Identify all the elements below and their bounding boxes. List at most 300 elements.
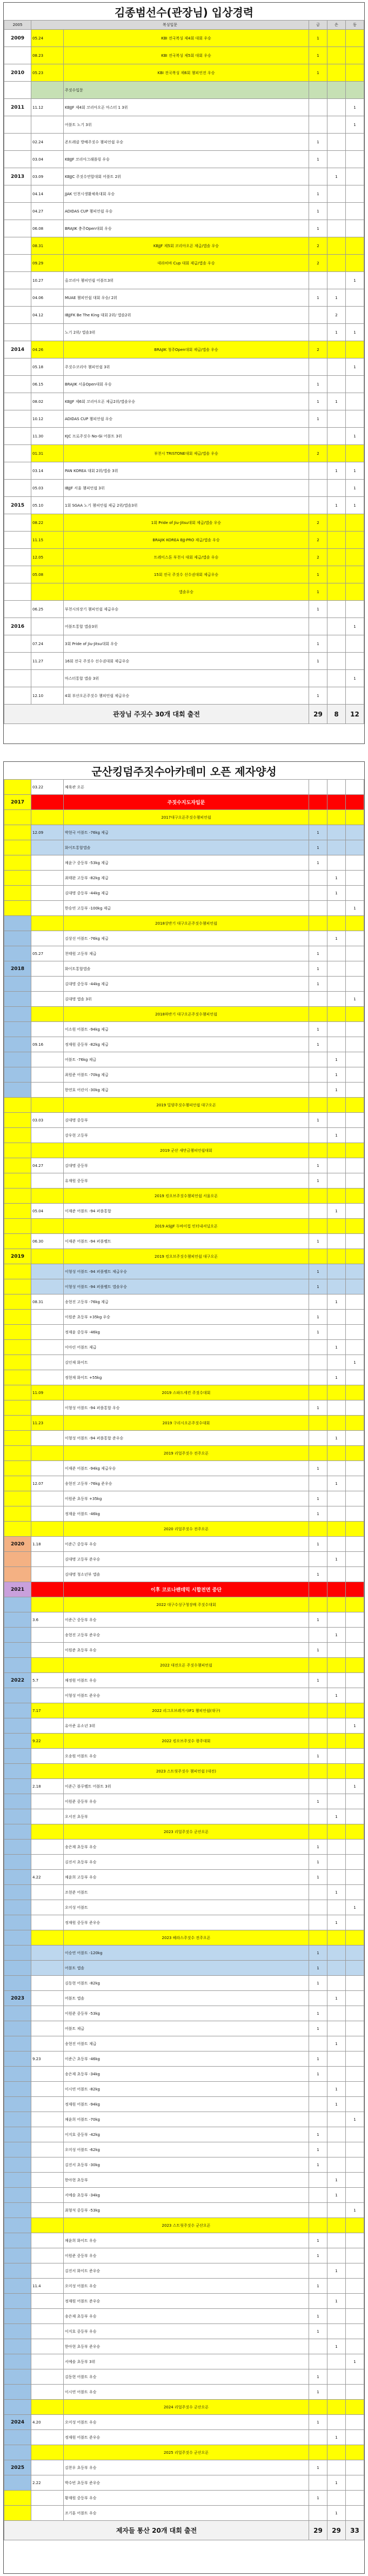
- date-cell: 03.09: [31, 168, 64, 185]
- year-cell: [4, 670, 31, 687]
- year-cell: [4, 1764, 31, 1779]
- silver-cell: [327, 2400, 346, 2415]
- gold-cell: 1: [309, 2233, 327, 2248]
- date-cell: 03.14: [31, 462, 64, 480]
- bronze-cell: [346, 2218, 364, 2233]
- year-cell: [4, 871, 31, 886]
- bronze-cell: [346, 1703, 364, 1718]
- date-cell: 11.23: [31, 1416, 64, 1431]
- date-cell: [31, 1310, 64, 1325]
- gold-cell: [309, 780, 327, 795]
- date-cell: 12.05: [31, 549, 64, 566]
- bronze-cell: [346, 1643, 364, 1658]
- gold-cell: [309, 2036, 327, 2051]
- table-row: [4, 185, 364, 203]
- silver-cell: [327, 358, 346, 376]
- silver-cell: 1: [327, 1688, 346, 1703]
- event-cell: 김진서 초등부 우승: [64, 1855, 309, 1870]
- silver-cell: [327, 410, 346, 428]
- header-gold: 금: [309, 21, 327, 30]
- year-cell: [4, 134, 31, 151]
- year-cell: [4, 1597, 31, 1612]
- silver-cell: [327, 1249, 346, 1264]
- academy-footer: [4, 2521, 364, 2540]
- silver-cell: [327, 1718, 346, 1734]
- bronze-cell: [346, 1037, 364, 1052]
- table-row: [4, 1476, 364, 1491]
- silver-cell: 1: [327, 2082, 346, 2097]
- date-cell: [31, 2385, 64, 2400]
- gold-cell: [309, 1476, 327, 1491]
- event-cell: MUAE 챔피언쉽 대회 우승/ 2위: [64, 289, 309, 307]
- table-row: [4, 1431, 364, 1446]
- date-cell: [31, 583, 64, 601]
- header-title: 복싱입문: [31, 21, 309, 30]
- year-cell: [4, 2036, 31, 2051]
- event-cell: BRAJIK 서울Open대회 우승: [64, 376, 309, 393]
- bronze-cell: [346, 2051, 364, 2067]
- event-cell: 김찬우 초등부 우승: [64, 2460, 309, 2475]
- bronze-cell: [346, 1279, 364, 1294]
- silver-cell: [327, 670, 346, 687]
- table-row: [4, 2354, 364, 2369]
- table-row: [4, 99, 364, 116]
- table-row: [4, 2157, 364, 2173]
- year-cell: [4, 1113, 31, 1128]
- bronze-cell: [346, 840, 364, 855]
- table-row: [4, 2233, 364, 2248]
- event-cell: 2019 킹오브주짓수챔피언쉽 대구오픈: [64, 1249, 309, 1264]
- year-cell: [4, 810, 31, 825]
- gold-cell: [309, 916, 327, 931]
- silver-cell: [327, 1946, 346, 1961]
- date-cell: [31, 2082, 64, 2097]
- year-cell: [4, 445, 31, 462]
- gold-cell: [309, 1416, 327, 1431]
- silver-cell: [327, 532, 346, 549]
- date-cell: 04.12: [31, 307, 64, 324]
- bronze-cell: [346, 1052, 364, 1067]
- silver-cell: [327, 480, 346, 497]
- year-cell: [4, 566, 31, 583]
- bronze-cell: [346, 1400, 364, 1416]
- bronze-cell: [346, 532, 364, 549]
- date-cell: 05.08: [31, 566, 64, 583]
- date-cell: [31, 1961, 64, 1976]
- year-cell: [4, 185, 31, 203]
- silver-cell: [327, 2203, 346, 2218]
- gold-cell: [309, 2294, 327, 2309]
- date-cell: [31, 1128, 64, 1143]
- year-cell: [4, 1431, 31, 1446]
- silver-cell: [327, 2309, 346, 2324]
- date-cell: [31, 1794, 64, 1809]
- gold-cell: 1: [309, 47, 327, 64]
- gold-cell: 1: [309, 1264, 327, 1279]
- table-row: [4, 901, 364, 916]
- bronze-cell: [346, 445, 364, 462]
- bronze-cell: 1: [346, 1779, 364, 1794]
- table-row: [4, 1779, 364, 1794]
- date-cell: [31, 1552, 64, 1567]
- date-cell: 09.16: [31, 1037, 64, 1052]
- event-cell: 조기훈 어블트 우승: [64, 2506, 309, 2521]
- year-cell: [4, 977, 31, 992]
- event-cell: 서예솔 초등부 3위: [64, 2354, 309, 2369]
- bronze-cell: [346, 47, 364, 64]
- table-row: [4, 2188, 364, 2203]
- date-cell: [31, 2309, 64, 2324]
- table-row: [4, 2173, 364, 2188]
- table-row: [4, 1340, 364, 1355]
- year-cell: [4, 514, 31, 532]
- year-cell: [4, 1310, 31, 1325]
- table-row: [4, 1219, 364, 1234]
- gold-cell: [309, 1083, 327, 1098]
- table-row: [4, 82, 364, 99]
- table-row: [4, 1522, 364, 1537]
- event-cell: 정재원 어블트 -94kg: [64, 2097, 309, 2112]
- gold-cell: 1: [309, 2051, 327, 2067]
- silver-cell: 1: [327, 289, 346, 307]
- gold-cell: 1: [309, 566, 327, 583]
- bronze-cell: [346, 1582, 364, 1597]
- gold-cell: 1: [309, 1612, 327, 1628]
- table-row: [4, 1552, 364, 1567]
- year-cell: [4, 2188, 31, 2203]
- bronze-cell: [346, 1098, 364, 1113]
- silver-cell: [327, 1976, 346, 1991]
- year-cell: [4, 2279, 31, 2294]
- silver-cell: [327, 795, 346, 810]
- gold-cell: 1: [309, 946, 327, 961]
- gold-cell: [309, 1688, 327, 1703]
- silver-cell: [327, 1855, 346, 1870]
- table-row: [4, 1294, 364, 1310]
- event-cell: 송현진 고등부 준우승: [64, 1628, 309, 1643]
- date-cell: 06.15: [31, 376, 64, 393]
- gold-cell: [309, 2339, 327, 2354]
- career-total-bronze: 12: [346, 705, 364, 724]
- gold-cell: 1: [309, 2324, 327, 2339]
- event-cell: 올코리아 챔피언쉽 어블트3위: [64, 272, 309, 289]
- bronze-cell: [346, 1158, 364, 1173]
- event-cell: 정재원 어블트 준우승: [64, 2430, 309, 2445]
- academy-total-label: 제자들 통산 20개 대회 출전: [4, 2521, 309, 2540]
- table-row: [4, 780, 364, 795]
- event-cell: 이형성 어블트 -94 퍼플벨트 제급우승: [64, 1264, 309, 1279]
- year-cell: [4, 2294, 31, 2309]
- gold-cell: 1: [309, 1506, 327, 1522]
- table-row: [4, 2324, 364, 2339]
- date-cell: 11.15: [31, 532, 64, 549]
- table-row: [4, 2279, 364, 2294]
- date-cell: 03.03: [31, 1113, 64, 1128]
- date-cell: [31, 1628, 64, 1643]
- table-row: [4, 1567, 364, 1582]
- date-cell: 01.31: [31, 445, 64, 462]
- table-row: [4, 670, 364, 687]
- event-cell: 김대명 중등부: [64, 1113, 309, 1128]
- event-cell: 송은재 초등부 -34kg: [64, 2067, 309, 2082]
- year-cell: [4, 2263, 31, 2279]
- year-cell: [4, 1900, 31, 1915]
- event-cell: 이소원 어블트 -94kg 제급: [64, 1022, 309, 1037]
- table-row: [4, 1688, 364, 1703]
- date-cell: [31, 1143, 64, 1158]
- date-cell: [31, 840, 64, 855]
- silver-cell: [327, 2233, 346, 2248]
- date-cell: [31, 82, 64, 99]
- date-cell: 06.25: [31, 601, 64, 618]
- table-row: [4, 64, 364, 82]
- date-cell: [31, 1582, 64, 1597]
- table-row: [4, 2036, 364, 2051]
- table-row: [4, 2309, 364, 2324]
- gold-cell: 1: [309, 376, 327, 393]
- event-cell: 이형성 어블트 -94 퍼플통합 우승: [64, 1400, 309, 1416]
- date-cell: 04.14: [31, 185, 64, 203]
- silver-cell: [327, 566, 346, 583]
- year-cell: [4, 2385, 31, 2400]
- date-cell: [31, 1007, 64, 1022]
- event-cell: 어블트 노기 3위: [64, 116, 309, 134]
- date-cell: 12.10: [31, 687, 64, 705]
- year-cell: [4, 1264, 31, 1279]
- year-cell: [4, 549, 31, 566]
- bronze-cell: [346, 1204, 364, 1219]
- gold-cell: 1: [309, 2491, 327, 2506]
- table-row: [4, 1870, 364, 1885]
- academy-table: [4, 779, 364, 2540]
- bronze-cell: [346, 1370, 364, 1385]
- date-cell: 05.03: [31, 480, 64, 497]
- event-cell: 16회 전국 주짓수 선수권대회 제급우승: [64, 653, 309, 670]
- table-row: [4, 428, 364, 445]
- table-row: [4, 376, 364, 393]
- date-cell: [31, 1355, 64, 1370]
- bronze-cell: 1: [346, 497, 364, 514]
- year-cell: [4, 1688, 31, 1703]
- bronze-cell: [346, 687, 364, 705]
- silver-cell: 1: [327, 871, 346, 886]
- date-cell: [31, 901, 64, 916]
- table-row: [4, 1113, 364, 1128]
- silver-cell: [327, 116, 346, 134]
- silver-cell: [327, 99, 346, 116]
- bronze-cell: [346, 307, 364, 324]
- silver-cell: [327, 82, 346, 99]
- silver-cell: [327, 1779, 346, 1794]
- silver-cell: [327, 151, 346, 168]
- silver-cell: [327, 1264, 346, 1279]
- gold-cell: [309, 795, 327, 810]
- table-row: [4, 916, 364, 931]
- gold-cell: 1: [309, 1840, 327, 1855]
- gold-cell: 1: [309, 289, 327, 307]
- table-row: [4, 2506, 364, 2521]
- silver-cell: [327, 1385, 346, 1400]
- year-cell: [4, 1703, 31, 1718]
- year-cell: [4, 1067, 31, 1083]
- bronze-cell: [346, 2415, 364, 2430]
- event-cell: BRAJIK 충주Open대회 우승: [64, 220, 309, 237]
- event-cell: 조현준 어블트: [64, 1885, 309, 1900]
- silver-cell: [327, 47, 346, 64]
- gold-cell: 1: [309, 1673, 327, 1688]
- event-cell: 김대명 중등부 -44kg 제급: [64, 977, 309, 992]
- table-row: [4, 1279, 364, 1294]
- gold-cell: 1: [309, 2157, 327, 2173]
- table-row: [4, 1582, 364, 1597]
- year-cell: [4, 2475, 31, 2491]
- table-row: [4, 514, 364, 532]
- career-total-gold: 29: [309, 705, 327, 724]
- date-cell: [31, 886, 64, 901]
- bronze-cell: [346, 1083, 364, 1098]
- event-cell: 천태원 고등부 제급: [64, 946, 309, 961]
- table-row: [4, 237, 364, 255]
- date-cell: 08.31: [31, 1294, 64, 1310]
- gold-cell: 1: [309, 1310, 327, 1325]
- event-cell: 이준근 블루벨트 어블트 3위: [64, 1779, 309, 1794]
- event-cell: 김동현 어블트 -82kg: [64, 1976, 309, 1991]
- silver-cell: 1: [327, 1204, 346, 1219]
- gold-cell: 1: [309, 2127, 327, 2142]
- date-cell: [31, 2173, 64, 2188]
- year-cell: [4, 289, 31, 307]
- gold-cell: [309, 1007, 327, 1022]
- bronze-cell: 1: [346, 2112, 364, 2127]
- gold-cell: 2: [309, 341, 327, 358]
- table-row: [4, 1355, 364, 1370]
- table-row: [4, 2415, 364, 2430]
- silver-cell: 1: [327, 2036, 346, 2051]
- table-row: [4, 480, 364, 497]
- bronze-cell: [346, 1385, 364, 1400]
- date-cell: 10.12: [31, 410, 64, 428]
- event-cell: 3회 Pride of Jiu-Jitsu대회 우승: [64, 635, 309, 653]
- table-row: [4, 977, 364, 992]
- bronze-cell: [346, 289, 364, 307]
- year-cell: [4, 2339, 31, 2354]
- date-cell: [31, 871, 64, 886]
- table-row: [4, 795, 364, 810]
- year-cell: [4, 2021, 31, 2036]
- bronze-cell: [346, 1991, 364, 2006]
- silver-cell: [327, 1416, 346, 1431]
- gold-cell: [309, 1098, 327, 1113]
- bronze-cell: [346, 2036, 364, 2051]
- date-cell: 05.24: [31, 30, 64, 47]
- gold-cell: [309, 670, 327, 687]
- year-cell: [4, 2006, 31, 2021]
- bronze-cell: [346, 635, 364, 653]
- year-cell: [4, 1234, 31, 1249]
- silver-cell: 1: [327, 2506, 346, 2521]
- event-cell: 2017대구오픈주짓수챔피언쉽: [64, 810, 309, 825]
- gold-cell: 1: [309, 840, 327, 855]
- table-row: [4, 1597, 364, 1612]
- event-cell: 유재원 중등부: [64, 1173, 309, 1189]
- year-cell: [4, 1173, 31, 1189]
- career-table: [4, 20, 364, 724]
- date-cell: [31, 670, 64, 687]
- silver-cell: 1: [327, 1628, 346, 1643]
- event-cell: 2019 밀양주짓수챔피언쉽 대구오픈: [64, 1098, 309, 1113]
- gold-cell: [309, 1915, 327, 1930]
- year-cell: [4, 916, 31, 931]
- date-cell: 4.22: [31, 1870, 64, 1885]
- gold-cell: [309, 2188, 327, 2203]
- gold-cell: 1: [309, 393, 327, 410]
- table-row: [4, 1734, 364, 1749]
- gold-cell: [309, 1991, 327, 2006]
- event-cell: 이지호 중등부 우승: [64, 2324, 309, 2339]
- silver-cell: [327, 1234, 346, 1249]
- year-cell: [4, 992, 31, 1007]
- table-row: [4, 2082, 364, 2097]
- event-cell: 노기 2위/ 앱솔3위: [64, 324, 309, 341]
- gold-cell: [309, 324, 327, 341]
- year-cell: [4, 2430, 31, 2445]
- date-cell: [31, 1643, 64, 1658]
- bronze-cell: 1: [346, 992, 364, 1007]
- year-cell: [4, 1946, 31, 1961]
- year-cell: [4, 532, 31, 549]
- gold-cell: 2: [309, 514, 327, 532]
- silver-cell: 1: [327, 2475, 346, 2491]
- year-cell: [4, 886, 31, 901]
- date-cell: [31, 2354, 64, 2369]
- year-cell: 2024: [4, 2415, 31, 2430]
- gold-cell: [309, 1067, 327, 1083]
- year-cell: [4, 324, 31, 341]
- year-cell: [4, 1476, 31, 1491]
- year-cell: 2015: [4, 497, 31, 514]
- gold-cell: [309, 1628, 327, 1643]
- event-cell: 김진서 초등부 -30kg: [64, 2157, 309, 2173]
- event-cell: 2022 대구수성구청장배 주짓수대회: [64, 1597, 309, 1612]
- table-row: [4, 2460, 364, 2475]
- table-row: [4, 2263, 364, 2279]
- date-cell: [31, 116, 64, 134]
- gold-cell: [309, 931, 327, 946]
- date-cell: 2.18: [31, 1779, 64, 1794]
- bronze-cell: [346, 1173, 364, 1189]
- year-cell: [4, 1143, 31, 1158]
- event-cell: 2023 스트릿주짓수 군산오픈: [64, 2218, 309, 2233]
- year-cell: 2011: [4, 99, 31, 116]
- event-cell: 송은재 초등부 우승: [64, 2309, 309, 2324]
- bronze-cell: 1: [346, 116, 364, 134]
- date-cell: [31, 1688, 64, 1703]
- date-cell: [31, 2112, 64, 2127]
- date-cell: 1.18: [31, 1537, 64, 1552]
- silver-cell: [327, 1173, 346, 1189]
- academy-panel: [3, 761, 365, 2574]
- bronze-cell: [346, 376, 364, 393]
- event-cell: 어블트 제급: [64, 2021, 309, 2036]
- year-cell: 2020: [4, 1537, 31, 1552]
- bronze-cell: [346, 1976, 364, 1991]
- bronze-cell: [346, 410, 364, 428]
- table-row: [4, 1961, 364, 1976]
- date-cell: [31, 1506, 64, 1522]
- bronze-cell: [346, 134, 364, 151]
- event-cell: 2022 대전오픈 주짓수챔피언쉽: [64, 1658, 309, 1673]
- gold-cell: 1: [309, 2385, 327, 2400]
